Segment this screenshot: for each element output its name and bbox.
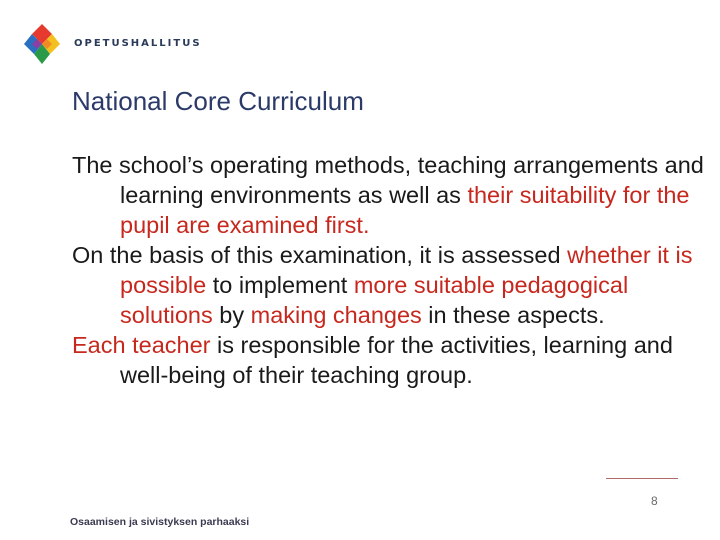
paragraph-2-emphasis-f: making changes	[250, 302, 422, 328]
paragraph-2-text-e: by	[212, 302, 251, 328]
paragraph-2-emphasis-b: whether it is possible	[120, 242, 693, 298]
logo-wordmark: OPETUSHALLITUS	[74, 38, 202, 49]
paragraph-3-emphasis: Each teacher	[72, 332, 211, 358]
paragraph-1-emphasis: their suitability for the pupil are examined first.	[120, 182, 690, 238]
paragraph-2-text-g: in these aspects.	[421, 302, 605, 328]
page-number-rule	[606, 478, 678, 479]
diamond-logo-icon	[22, 22, 62, 66]
opetushallitus-logo	[22, 22, 202, 66]
slide-title: National Core Curriculum	[72, 86, 364, 116]
paragraph-2-text-a: On the basis of this examination, it is assessed	[72, 242, 568, 268]
paragraph-3-text: is responsible for the activities, learning and well-being of their teaching group.	[120, 332, 673, 388]
paragraph-3	[72, 330, 712, 390]
page-number: 8	[651, 494, 658, 508]
footer-slogan: Osaamisen ja sivistyksen parhaaksi	[70, 516, 250, 528]
slide-body	[72, 150, 712, 390]
paragraph-2	[72, 240, 712, 330]
paragraph-2-text-c: to implement	[206, 272, 354, 298]
paragraph-1-text: The school’s operating methods, teaching arrangements and learning environments as well as	[72, 152, 704, 208]
paragraph-2-emphasis-d: more suitable pedagogical solutions	[120, 272, 629, 328]
paragraph-1	[72, 150, 712, 240]
